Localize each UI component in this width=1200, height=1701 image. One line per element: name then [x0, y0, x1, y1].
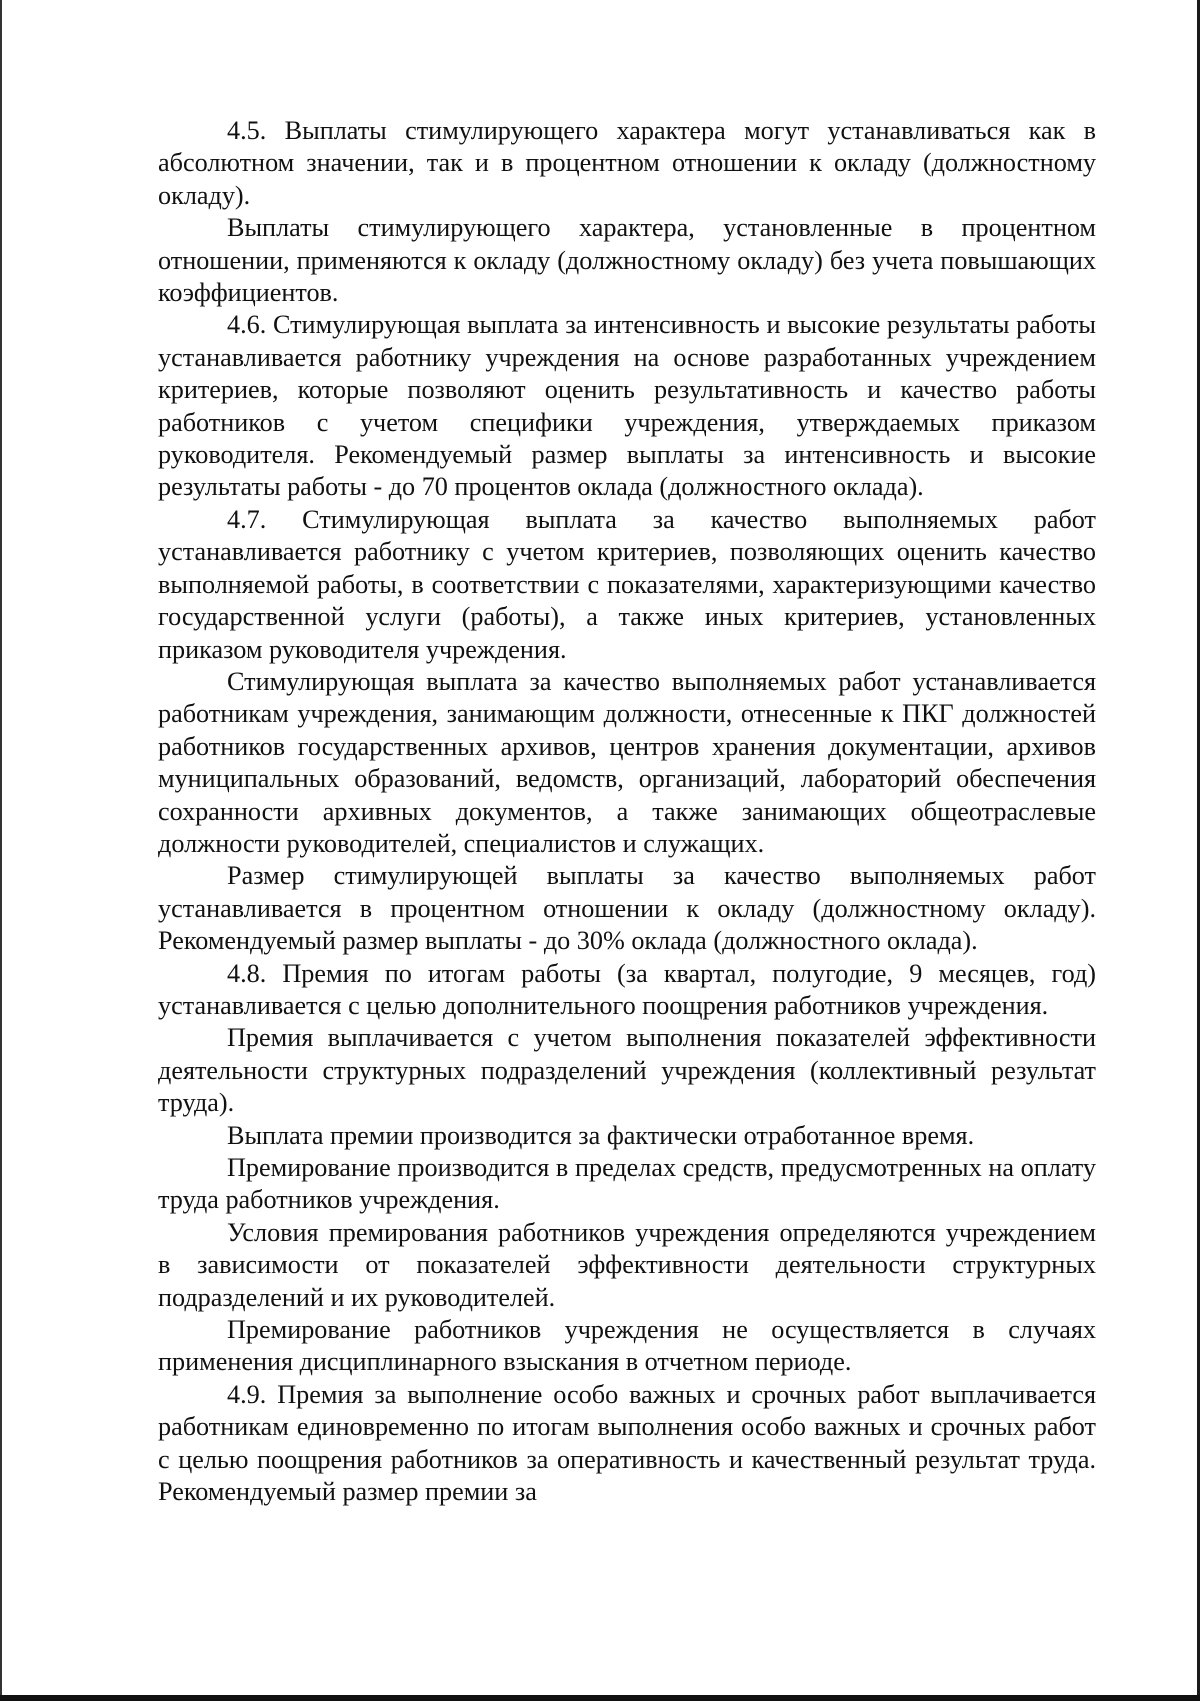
- scan-bottom-edge: [0, 1695, 1200, 1701]
- paragraph-quality-payment: Стимулирующая выплата за качество выполняемых работ устанавливается работникам учреждения, занимающим должности, отнесенные к ПКГ должностей работников государственных архивов, центров хранения документации, архивов муниципальных образований, ведомств, организаций, лабораторий обеспечения сохранности архивных документов, а также занимающих общеотраслевые должности руководителей, специалистов и служащих.: [158, 666, 1096, 858]
- paragraph-bonus-criteria: Условия премирования работников учреждения определяются учреждением в зависимости от показателей эффективности деятельности структурных подразделений и их руководителей.: [158, 1217, 1096, 1312]
- paragraph-4-6: 4.6. Стимулирующая выплата за интенсивность и высокие результаты работы устанавливается работнику учреждения на основе разработанных учреждением критериев, которые позволяют оценить результативность и качество работы работников с учетом специфики учреждения, утверждаемых приказом руководителя. Рекомендуемый размер выплаты за интенсивность и высокие результаты работы - до 70 процентов оклада (должностного оклада).: [158, 310, 1096, 502]
- paragraph-4-9: 4.9. Премия за выполнение особо важных и срочных работ выплачивается работникам единовременно по итогам выполнения особо важных и срочных работ с целью поощрения работников за оперативность и качественный результат труда. Рекомендуемый размер премии за: [158, 1379, 1096, 1507]
- paragraph-4-7: 4.7. Стимулирующая выплата за качество выполняемых работ устанавливается работнику с учетом критериев, позволяющих оценить качество выполняемой работы, в соответствии с показателями, характеризующими качество государственной услуги (работы), а также иных критериев, установленных приказом руководителя учреждения.: [158, 504, 1096, 664]
- paragraph-bonus-time: Выплата премии производится за фактически отработанное время.: [227, 1120, 975, 1150]
- paragraph-4-8: 4.8. Премия по итогам работы (за квартал, полугодие, 9 месяцев, год) устанавливается с целью дополнительного поощрения работников учреждения.: [158, 958, 1096, 1020]
- scan-left-edge: [0, 0, 2, 1701]
- paragraph-bonus-conditions: Премия выплачивается с учетом выполнения показателей эффективности деятельности структурных подразделений учреждения (коллективный результат труда).: [158, 1023, 1096, 1118]
- paragraph-percent-note: Выплаты стимулирующего характера, установленные в процентном отношении, применяются к окладу (должностному окладу) без учета повышающих коэффициентов.: [158, 213, 1096, 308]
- document-body: [158, 115, 1096, 1508]
- paragraph-bonus-funds: Премирование производится в пределах средств, предусмотренных на оплату труда работников учреждения.: [158, 1153, 1096, 1215]
- paragraph-bonus-exclusion: Премирование работников учреждения не осуществляется в случаях применения дисциплинарного взыскания в отчетном периоде.: [158, 1315, 1096, 1377]
- paragraph-4-5: 4.5. Выплаты стимулирующего характера могут устанавливаться как в абсолютном значении, так и в процентном отношении к окладу (должностному окладу).: [158, 116, 1096, 210]
- paragraph-quality-size: Размер стимулирующей выплаты за качество выполняемых работ устанавливается в процентном отношении к окладу (должностному окладу). Рекомендуемый размер выплаты - до 30% оклада (должностного оклада).: [158, 861, 1096, 956]
